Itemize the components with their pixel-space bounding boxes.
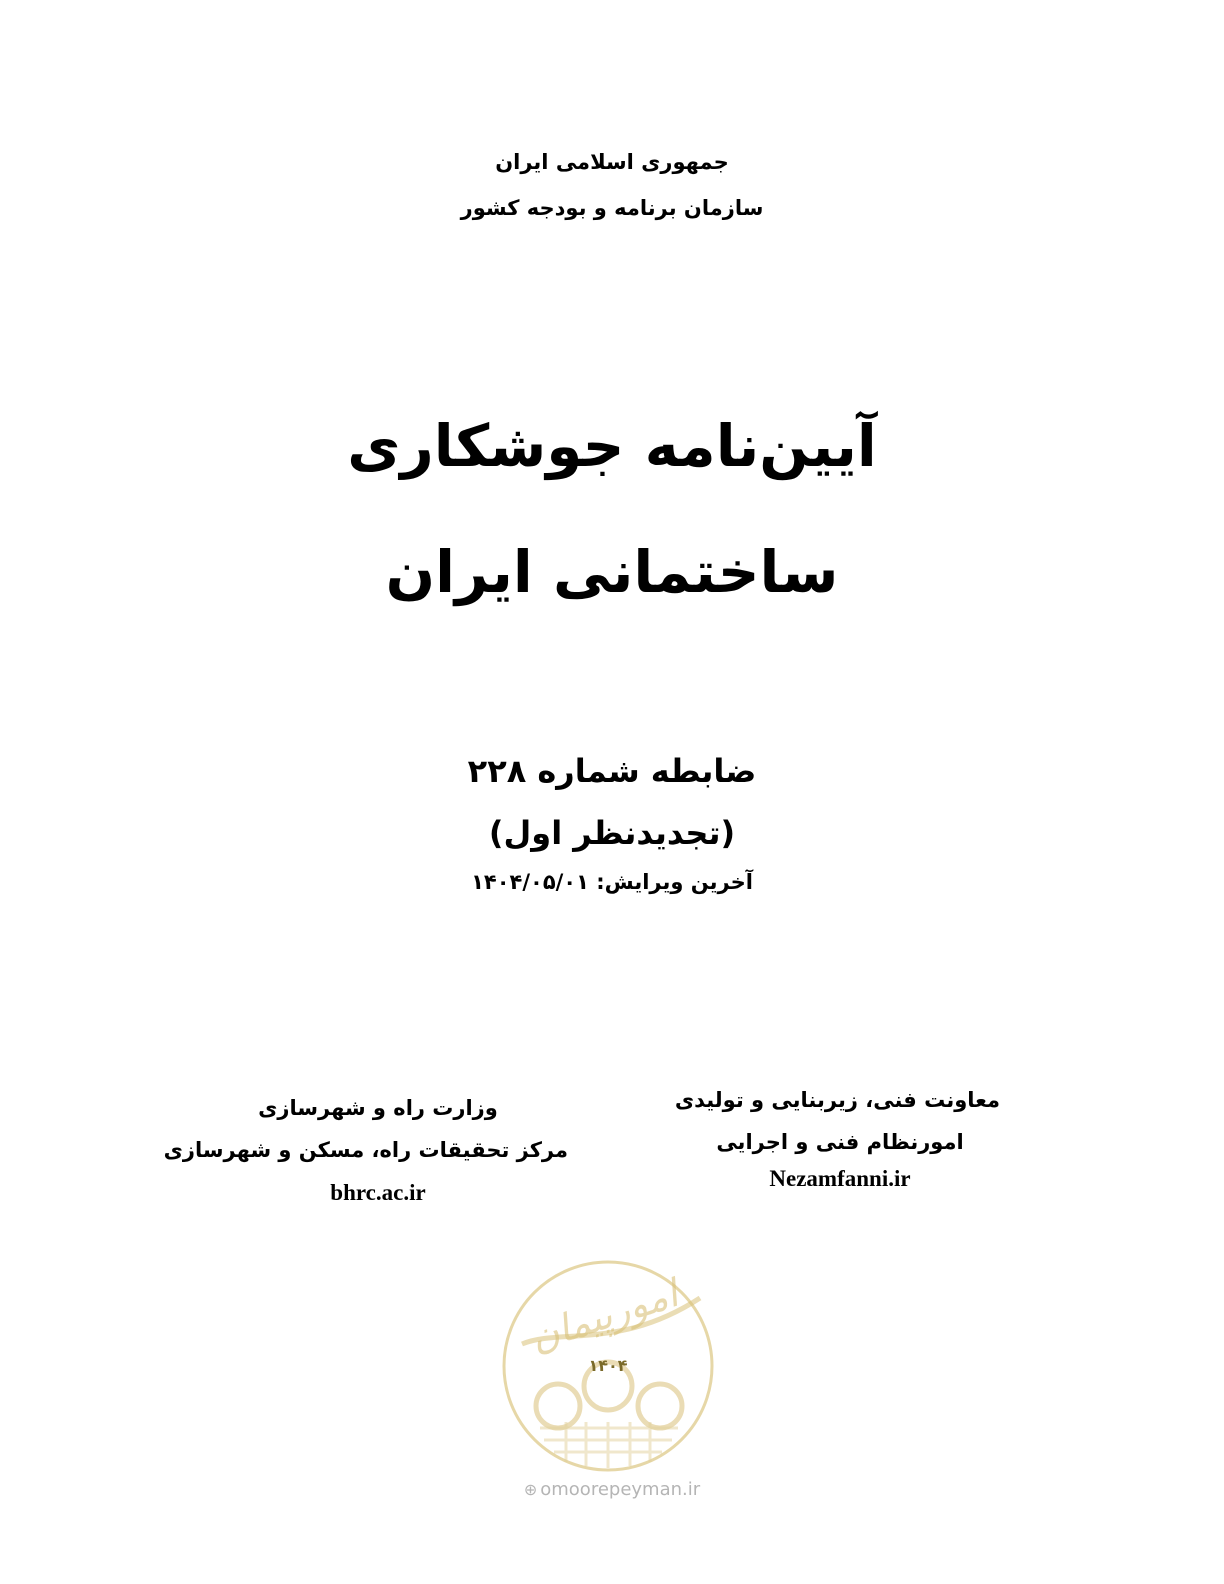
stamp-logo-lettering: امورپیمان [524, 1271, 684, 1361]
publisher-block-right [674, 1088, 1000, 1198]
publisher-left-url: bhrc.ac.ir [330, 1180, 426, 1205]
globe-icon: ⊕ [523, 1480, 538, 1499]
document-title-line-1: آیین‌نامه جوشکاری [347, 412, 877, 480]
publisher-left-line-2: مرکز تحقیقات راه، مسکن و شهرسازی [163, 1138, 568, 1162]
watermark [0, 1479, 1224, 1500]
watermark-text: omoorepeyman.ir [540, 1479, 701, 1500]
publisher-block-left [163, 1096, 568, 1206]
omoorepeyman-stamp-logo [500, 1258, 716, 1474]
organization-name: سازمان برنامه و بودجه کشور [460, 196, 764, 220]
standard-number: ضابطه شماره ۲۲۸ [467, 752, 757, 790]
revision-label: (تجدیدنظر اول) [488, 814, 736, 852]
publisher-left-line-1: وزارت راه و شهرسازی [258, 1096, 498, 1120]
document-title-line-2: ساختمانی ایران [385, 538, 839, 606]
publisher-right-line-1: معاونت فنی، زیربنایی و تولیدی [674, 1088, 1000, 1112]
publisher-right-url: Nezamfanni.ir [769, 1166, 911, 1191]
publisher-right-line-2: امورنظام فنی و اجرایی [716, 1130, 964, 1154]
stamp-year: ۱۴۰۴ [588, 1356, 628, 1375]
country-name: جمهوری اسلامی ایران [495, 150, 729, 174]
last-edit-date: آخرین ویرایش: ۱۴۰۴/۰۵/۰۱ [471, 870, 753, 894]
